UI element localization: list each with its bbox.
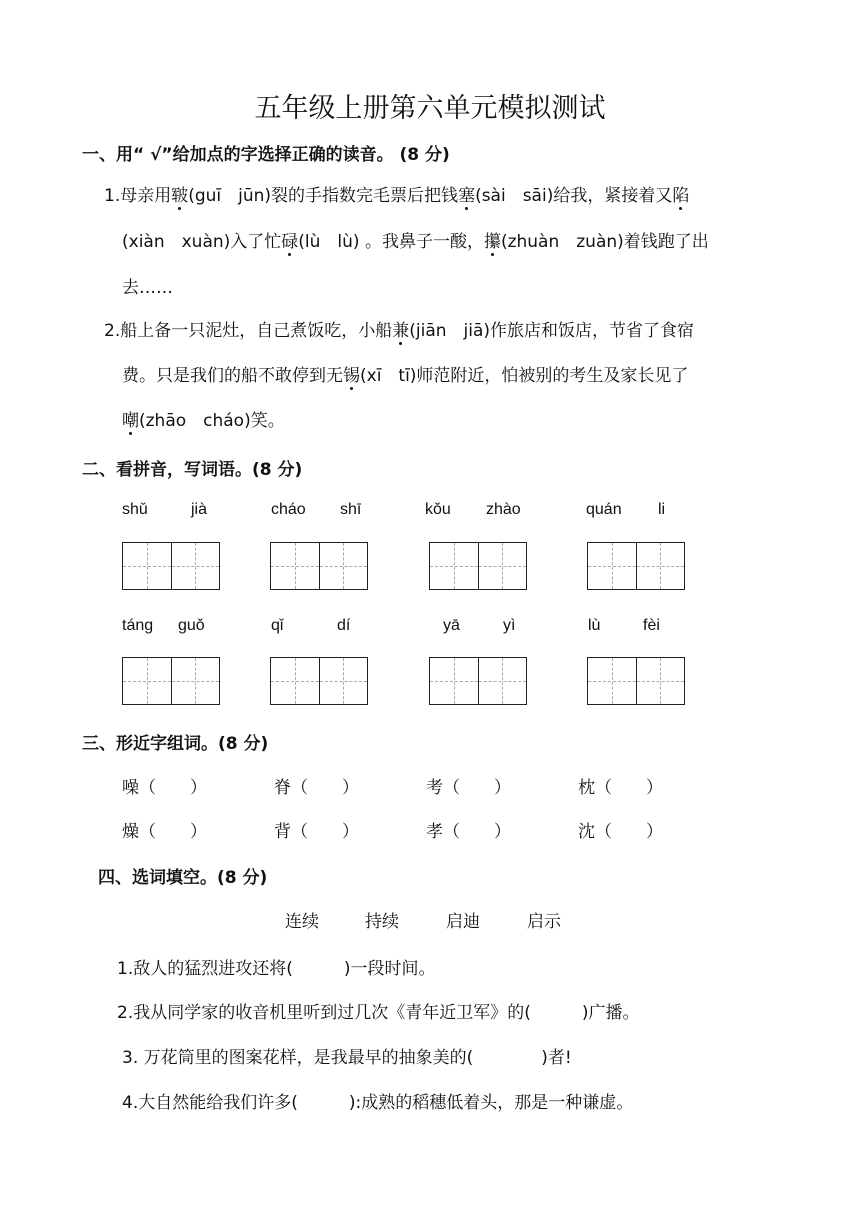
- writing-grid[interactable]: [270, 542, 368, 590]
- s1-q2-line3: 嘲(zhāo cháo)笑。: [122, 406, 285, 431]
- word-choice: 启示: [527, 912, 561, 932]
- dotted-char: 攥: [484, 227, 501, 252]
- pinyin: quán: [586, 501, 622, 518]
- writing-grid[interactable]: [429, 657, 527, 705]
- s1-q2-line2: 费。只是我们的船不敢停到无锡(xī tī)师范附近，怕被别的考生及家长见了: [122, 361, 688, 386]
- char-word-blank[interactable]: 噪（ ）: [122, 778, 207, 798]
- char-word-blank[interactable]: 背（ ）: [274, 822, 359, 842]
- dotted-char: 兼: [392, 316, 409, 341]
- word-choice: 启迪: [446, 912, 480, 932]
- s1-q2-line1: 2.船上备一只泥灶，自己煮饭吃，小船兼(jiān jiā)作旅店和饭店，节省了食宿: [104, 316, 694, 341]
- pinyin: dí: [337, 617, 351, 634]
- pinyin: lù: [588, 617, 601, 634]
- s1-q1-line1: 1.母亲用皲(guī jūn)裂的手指数完毛票后把钱塞(sài sāi)给我，紧接着又陷: [104, 181, 689, 206]
- dotted-char: 皲: [171, 181, 188, 206]
- char-word-blank[interactable]: 脊（ ）: [274, 778, 359, 798]
- char-word-blank[interactable]: 孝（ ）: [426, 822, 511, 842]
- s4-question-3: 3. 万花筒里的图案花样，是我最早的抽象美的( )者!: [122, 1048, 572, 1068]
- pinyin: qǐ: [271, 617, 284, 634]
- pinyin: li: [658, 501, 666, 518]
- dotted-char: 碌: [281, 227, 298, 252]
- s4-question-1: 1.敌人的猛烈进攻还将( )一段时间。: [117, 959, 436, 979]
- word-choice: 持续: [365, 912, 399, 932]
- dotted-char: 嘲: [122, 406, 139, 431]
- section-3-heading: 三、形近字组词。(8 分): [82, 734, 269, 754]
- char-word-blank[interactable]: 枕（ ）: [578, 778, 663, 798]
- pinyin: cháo: [271, 501, 306, 518]
- s4-question-4: 4.大自然能给我们许多( ):成熟的稻穗低着头，那是一种谦虚。: [122, 1093, 634, 1113]
- char-word-blank[interactable]: 燥（ ）: [122, 822, 207, 842]
- writing-grid[interactable]: [587, 657, 685, 705]
- pinyin: shǔ: [122, 501, 148, 518]
- dotted-char: 塞: [458, 181, 475, 206]
- pinyin: fèi: [643, 617, 660, 634]
- s4-question-2: 2.我从同学家的收音机里听到过几次《青年近卫军》的( )广播。: [117, 1003, 640, 1023]
- dotted-char: 锡: [343, 361, 360, 386]
- pinyin: guǒ: [178, 617, 205, 634]
- section-2-heading: 二、看拼音，写词语。(8 分): [82, 460, 303, 480]
- pinyin: yā: [443, 617, 460, 634]
- pinyin: kǒu: [425, 501, 451, 518]
- writing-grid[interactable]: [122, 657, 220, 705]
- s1-q1-line3: 去……: [122, 278, 173, 298]
- section-4-heading: 四、选词填空。(8 分): [98, 868, 268, 888]
- char-word-blank[interactable]: 沈（ ）: [578, 822, 663, 842]
- page-title: 五年级上册第六单元模拟测试: [254, 93, 606, 124]
- word-choice: 连续: [285, 912, 319, 932]
- pinyin: táng: [122, 617, 154, 634]
- writing-grid[interactable]: [122, 542, 220, 590]
- pinyin: yì: [503, 617, 516, 634]
- section-1-heading: 一、用“ √”给加点的字选择正确的读音。 (8 分): [82, 145, 450, 165]
- char-word-blank[interactable]: 考（ ）: [426, 778, 511, 798]
- writing-grid[interactable]: [429, 542, 527, 590]
- pinyin: zhào: [486, 501, 521, 518]
- writing-grid[interactable]: [587, 542, 685, 590]
- dotted-char: 陷: [672, 181, 689, 206]
- pinyin: jià: [191, 501, 208, 518]
- s1-q1-line2: (xiàn xuàn)入了忙碌(lù lù) 。我鼻子一酸，攥(zhuàn zuàn)着钱跑了出: [122, 227, 709, 252]
- pinyin: shī: [340, 501, 362, 518]
- writing-grid[interactable]: [270, 657, 368, 705]
